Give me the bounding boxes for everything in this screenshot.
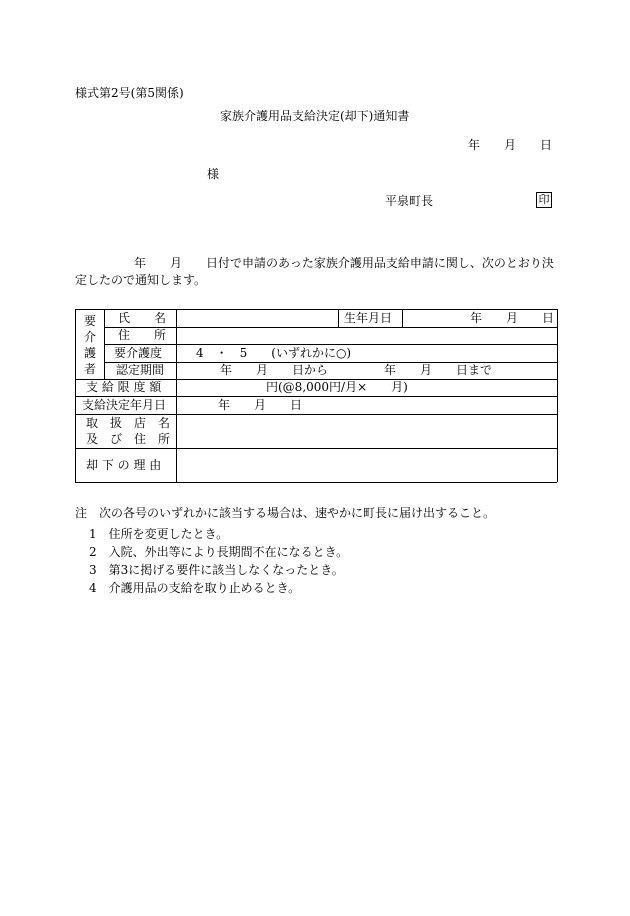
body-line-1: 年 月 日付で申請のあった家族介護用品支給申請に関し、次のとおり決 — [134, 256, 554, 270]
care-level-label: 要介護度 — [114, 346, 163, 360]
reject-reason-label: 却 下 の 理 由 — [86, 458, 162, 472]
limit-value: 円(@8,000円/月× 月) — [266, 380, 408, 394]
cert-period-from: 年 月 日から — [220, 363, 329, 377]
note-item-3: 3 第3に掲げる要件に該当しなくなったとき。 — [89, 563, 344, 577]
form-number: 様式第2号(第5関係) — [75, 86, 184, 100]
issuer-name: 平泉町長 — [385, 194, 434, 208]
cert-period-label: 認定期間 — [116, 363, 165, 377]
note-item-4: 4 介護用品の支給を取り止めるとき。 — [89, 581, 301, 595]
note-item-2: 2 入院、外出等により長期間不在になるとき。 — [89, 545, 349, 559]
shop-label-2: 及 び 住 所 — [86, 432, 171, 446]
issue-date: 年 月 日 — [468, 138, 553, 152]
decision-date-value: 年 月 日 — [218, 398, 303, 412]
body-line-2: 定したので通知します。 — [75, 273, 207, 287]
decision-date-label: 支給決定年月日 — [82, 398, 167, 412]
limit-label: 支 給 限 度 額 — [86, 380, 162, 394]
note-item-1: 1 住所を変更したとき。 — [89, 527, 229, 541]
group-label-1: 要 — [84, 314, 97, 328]
birth-date-value: 年 月 日 — [470, 311, 555, 325]
group-label-3: 護 — [84, 346, 97, 360]
cert-period-to: 年 月 日まで — [384, 363, 493, 377]
document-title: 家族介護用品支給決定(却下)通知書 — [220, 109, 410, 123]
shop-label-1: 取 扱 店 名 — [86, 416, 171, 430]
name-label: 氏 名 — [118, 311, 167, 325]
group-label-2: 介 — [84, 330, 97, 344]
seal-stamp: 印 — [536, 192, 552, 208]
address-label: 住 所 — [118, 328, 167, 342]
group-label-4: 者 — [84, 362, 97, 376]
care-level-value: 4 ・ 5 (いずれかに○) — [196, 346, 352, 360]
note-heading: 注 次の各号のいずれかに該当する場合は、速やかに町長に届け出すること。 — [75, 506, 496, 520]
recipient-suffix: 様 — [207, 167, 220, 181]
birth-date-label: 生年月日 — [344, 311, 393, 325]
